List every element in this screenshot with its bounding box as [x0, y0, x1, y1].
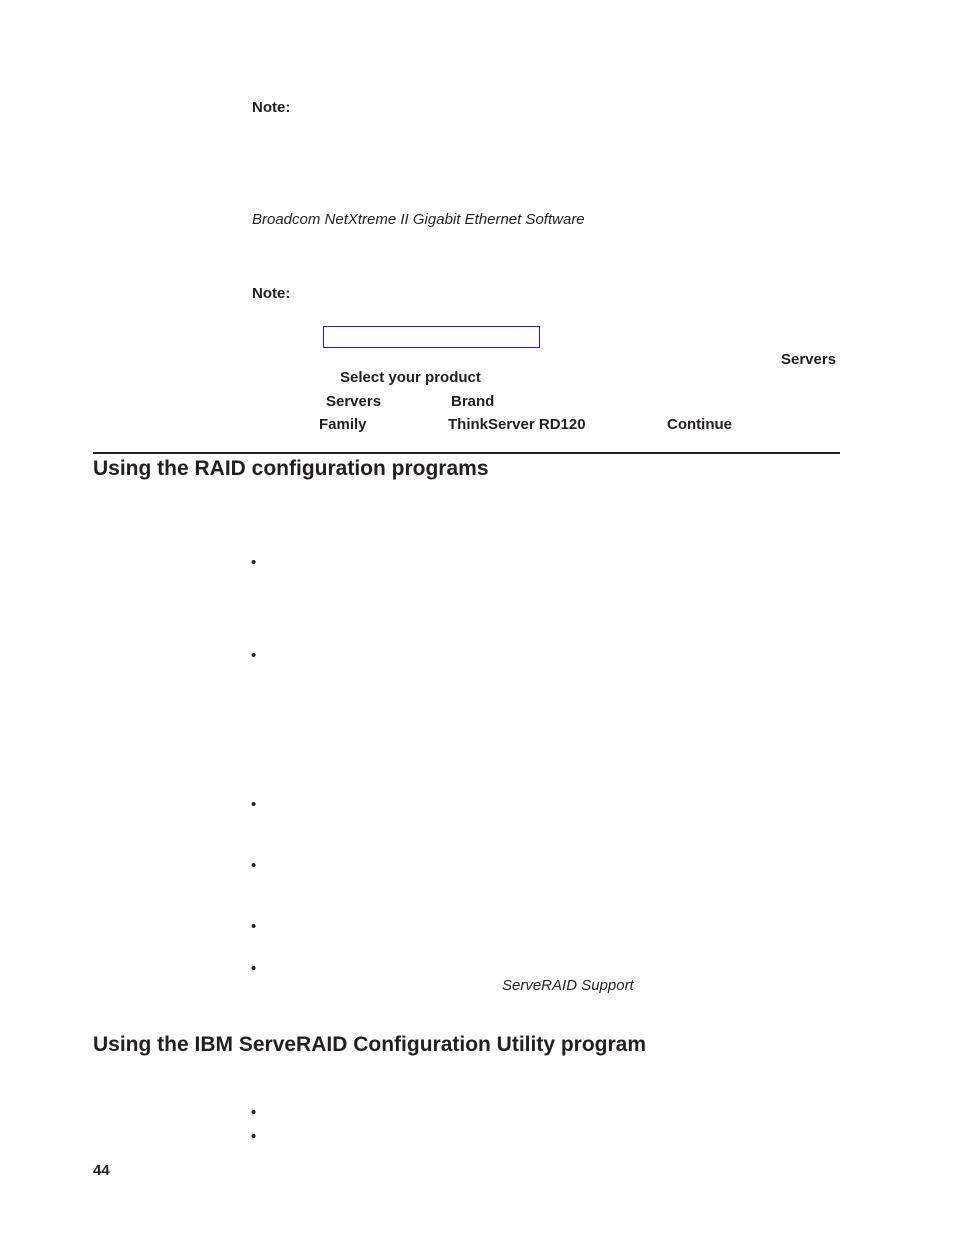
list-bullet: • [251, 918, 257, 935]
brand-label: Brand [451, 393, 495, 410]
list-bullet: • [251, 554, 257, 571]
family-value: ThinkServer RD120 [448, 416, 586, 433]
raid-section-heading: Using the RAID configuration programs [93, 457, 489, 480]
list-bullet: • [251, 1104, 257, 1121]
support-web-link[interactable] [323, 326, 540, 348]
page-number: 44 [93, 1162, 110, 1179]
list-bullet: • [251, 1128, 257, 1145]
note-label: Note: [252, 99, 291, 116]
list-bullet: • [251, 960, 257, 977]
select-product-label: Select your product [340, 369, 481, 386]
utility-section-heading: Using the IBM ServeRAID Configuration Utility program [93, 1033, 647, 1056]
continue-label: Continue [667, 416, 732, 433]
serveraid-support-title: ServeRAID Support [502, 977, 634, 994]
note-label-2: Note: [252, 285, 291, 302]
servers-menu-label: Servers [781, 351, 837, 368]
list-bullet: • [251, 796, 257, 813]
section-divider [93, 452, 840, 454]
brand-value: Servers [326, 393, 382, 410]
family-label: Family [319, 416, 367, 433]
list-bullet: • [251, 647, 257, 664]
software-title: Broadcom NetXtreme II Gigabit Ethernet Software [252, 211, 585, 228]
list-bullet: • [251, 857, 257, 874]
